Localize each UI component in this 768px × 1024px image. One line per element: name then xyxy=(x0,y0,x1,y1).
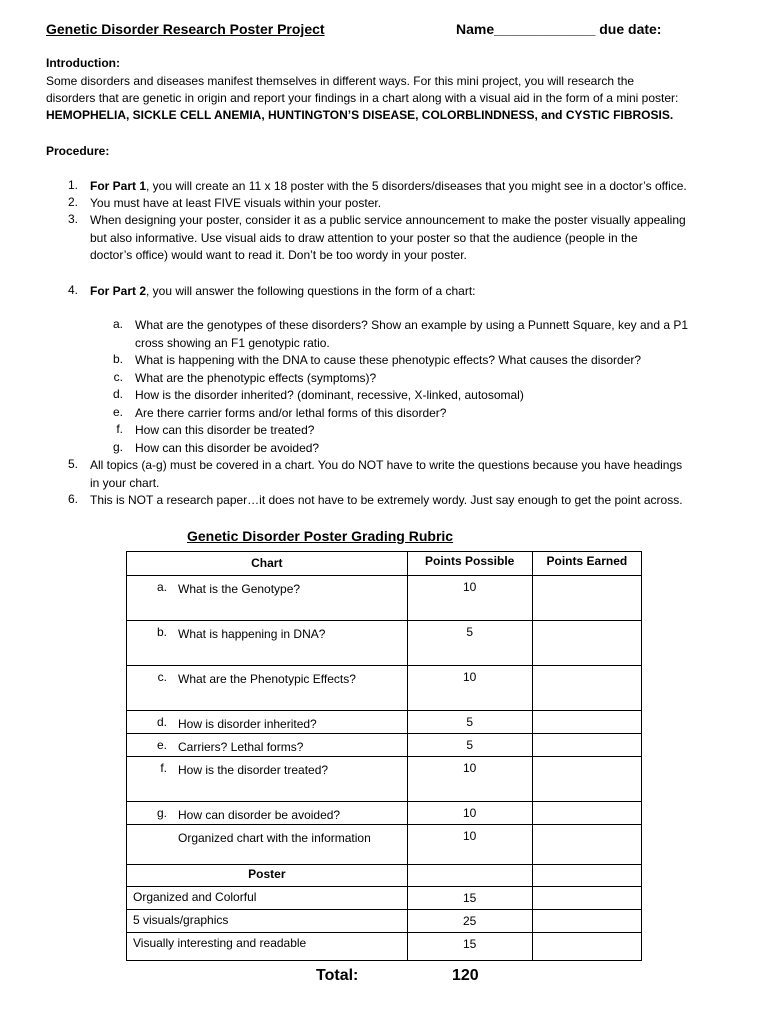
table-row xyxy=(127,621,642,666)
procedure-subitem-text: How can this disorder be avoided? xyxy=(135,440,320,455)
rubric-criterion-label: What are the Phenotypic Effects? xyxy=(178,672,356,686)
procedure-item-number: 1. xyxy=(67,178,78,192)
points-possible-value: 10 xyxy=(407,576,532,621)
rubric-criterion xyxy=(127,734,408,757)
rubric-title: Genetic Disorder Poster Grading Rubric xyxy=(187,528,454,544)
points-earned-cell xyxy=(532,666,641,711)
points-earned-header: Points Earned xyxy=(532,552,641,576)
table-row xyxy=(127,825,642,865)
procedure-subitem-letter: c. xyxy=(113,369,123,384)
rubric-criterion-label: Carriers? Lethal forms? xyxy=(178,740,304,754)
points-earned-cell xyxy=(532,734,641,757)
rubric-criterion-letter: f. xyxy=(160,761,167,775)
poster-header-row xyxy=(127,865,642,887)
procedure-item-text: doctor’s office) would want to read it. Don’t be too wordy in your poster. xyxy=(90,248,467,262)
poster-criterion: 5 visuals/graphics xyxy=(127,910,408,933)
points-earned-cell xyxy=(532,825,641,865)
chart-column-header: Chart xyxy=(127,552,408,576)
points-possible-value: 10 xyxy=(407,757,532,802)
table-row xyxy=(127,802,642,825)
points-possible-value: 15 xyxy=(407,933,532,961)
poster-header-blank xyxy=(532,865,641,887)
rubric-criterion xyxy=(127,666,408,711)
poster-criterion: Organized and Colorful xyxy=(127,887,408,910)
procedure-subitem-text: Are there carrier forms and/or lethal forms of this disorder? xyxy=(135,405,447,420)
procedure-heading: Procedure: xyxy=(46,144,110,158)
poster-header-blank xyxy=(407,865,532,887)
procedure-item-part-label: For Part 2 xyxy=(90,284,147,298)
table-row xyxy=(127,576,642,621)
procedure-item-text: This is NOT a research paper…it does not have to be extremely wordy. Just say enough to get the point across. xyxy=(90,493,683,507)
rubric-criterion-label: What is the Genotype? xyxy=(178,582,301,596)
rubric-criterion-label: What is happening in DNA? xyxy=(178,627,326,641)
rubric-criterion-letter: b. xyxy=(156,625,167,639)
points-earned-cell xyxy=(532,802,641,825)
points-earned-cell xyxy=(532,887,641,910)
table-row xyxy=(127,734,642,757)
introduction-heading: Introduction: xyxy=(46,56,120,70)
procedure-item-text: in your chart. xyxy=(90,475,160,490)
introduction-line-2: disorders that are genetic in origin and report your findings in a chart along with a visual aid in the form of a mini poster: xyxy=(46,91,679,105)
points-possible-header: Points Possible xyxy=(407,552,532,576)
procedure-item-part-label: For Part 1 xyxy=(90,179,147,193)
procedure-item-number: 5. xyxy=(67,457,78,471)
rubric-criterion-content xyxy=(127,621,407,643)
introduction-line-1: Some disorders and diseases manifest themselves in different ways. For this mini project, you will research the xyxy=(46,74,635,88)
procedure-subitem-letter: e. xyxy=(112,404,123,419)
rubric-criterion-content xyxy=(127,825,407,847)
points-possible-value: 25 xyxy=(407,910,532,933)
rubric-criterion-content xyxy=(127,576,407,598)
points-earned-cell xyxy=(532,933,641,961)
procedure-item-text: For Part 2, you will answer the following questions in the form of a chart: xyxy=(90,284,476,298)
rubric-criterion-content xyxy=(127,666,407,688)
procedure-subitem-text: How can this disorder be treated? xyxy=(135,423,315,437)
rubric-criterion-letter: d. xyxy=(156,715,167,729)
rubric-criterion-letter: c. xyxy=(157,670,167,684)
points-earned-cell xyxy=(532,576,641,621)
points-possible-value: 15 xyxy=(407,887,532,910)
grading-rubric-table xyxy=(126,551,642,961)
procedure-subitem-letter: a. xyxy=(112,317,123,331)
procedure-item-number: 6. xyxy=(67,492,78,506)
points-possible-value: 10 xyxy=(407,802,532,825)
points-possible-value: 5 xyxy=(407,711,532,734)
procedure-subitem-text: What are the phenotypic effects (symptoms)? xyxy=(135,370,377,385)
procedure-item-number: 3. xyxy=(67,212,78,226)
procedure-subitem-text: What is happening with the DNA to cause these phenotypic effects? What causes the disorder? xyxy=(135,353,642,367)
introduction-line-3: HEMOPHELIA, SICKLE CELL ANEMIA, HUNTINGTON’S DISEASE, COLORBLINDNESS, and CYSTIC FIBROSIS. xyxy=(46,108,674,122)
rubric-criterion-content xyxy=(127,711,407,733)
procedure-item-text: All topics (a-g) must be covered in a chart. You do NOT have to write the questions because you have headings xyxy=(90,458,683,472)
rubric-criterion-letter: a. xyxy=(156,580,167,594)
rubric-criterion-letter: g. xyxy=(156,806,167,820)
procedure-subitem-text: cross showing an F1 genotypic ratio. xyxy=(135,335,330,350)
rubric-criterion-label: Organized chart with the information xyxy=(178,831,371,845)
poster-criterion: Visually interesting and readable xyxy=(127,933,408,961)
rubric-criterion xyxy=(127,802,408,825)
poster-section-header: Poster xyxy=(127,865,408,887)
points-earned-cell xyxy=(532,757,641,802)
name-due-date-line: Name_____________ due date: xyxy=(456,21,662,37)
table-row xyxy=(127,910,642,933)
rubric-criterion xyxy=(127,757,408,802)
table-row xyxy=(127,933,642,961)
points-earned-cell xyxy=(532,910,641,933)
table-row xyxy=(127,711,642,734)
points-earned-cell xyxy=(532,711,641,734)
procedure-item-text: You must have at least FIVE visuals within your poster. xyxy=(90,196,382,210)
rubric-criterion xyxy=(127,576,408,621)
procedure-subitem-letter: b. xyxy=(112,352,123,366)
procedure-item-text: but also informative. Use visual aids to draw attention to your poster so that the audience (people in the xyxy=(90,230,638,245)
rubric-criterion-letter: e. xyxy=(156,738,167,752)
total-value: 120 xyxy=(452,967,479,984)
rubric-criterion-label: How can disorder be avoided? xyxy=(178,808,341,822)
procedure-item-text: When designing your poster, consider it as a public service announcement to make the poster visually appealing xyxy=(90,213,686,227)
rubric-criterion-content xyxy=(127,734,407,756)
rubric-criterion-content xyxy=(127,802,407,824)
procedure-subitem-letter: d. xyxy=(112,387,123,401)
table-row xyxy=(127,887,642,910)
procedure-subitem-letter: g. xyxy=(112,439,123,454)
table-row xyxy=(127,666,642,711)
points-possible-value: 10 xyxy=(407,825,532,865)
page-title: Genetic Disorder Research Poster Project xyxy=(46,21,325,37)
rubric-criterion-letter xyxy=(127,829,178,847)
rubric-criterion-label: How is the disorder treated? xyxy=(178,763,329,777)
procedure-subitem-letter: f. xyxy=(116,422,123,436)
rubric-criterion xyxy=(127,621,408,666)
procedure-subitem-text: What are the genotypes of these disorders? Show an example by using a Punnett Square, key and a P1 xyxy=(135,318,689,332)
procedure-subitem-text: How is the disorder inherited? (dominant, recessive, X-linked, autosomal) xyxy=(135,388,524,402)
procedure-item-number: 2. xyxy=(67,195,78,209)
points-possible-value: 5 xyxy=(407,621,532,666)
points-earned-cell xyxy=(532,621,641,666)
points-possible-value: 10 xyxy=(407,666,532,711)
procedure-item-text: For Part 1, you will create an 11 x 18 poster with the 5 disorders/diseases that you might see in a doctor’s office. xyxy=(90,179,687,193)
rubric-header-row xyxy=(127,552,642,576)
total-label: Total: xyxy=(316,967,359,984)
points-possible-value: 5 xyxy=(407,734,532,757)
rubric-criterion xyxy=(127,711,408,734)
rubric-criterion-content xyxy=(127,757,407,779)
procedure-item-number: 4. xyxy=(67,283,78,297)
rubric-criterion xyxy=(127,825,408,865)
table-row xyxy=(127,757,642,802)
rubric-criterion-label: How is disorder inherited? xyxy=(178,717,317,731)
